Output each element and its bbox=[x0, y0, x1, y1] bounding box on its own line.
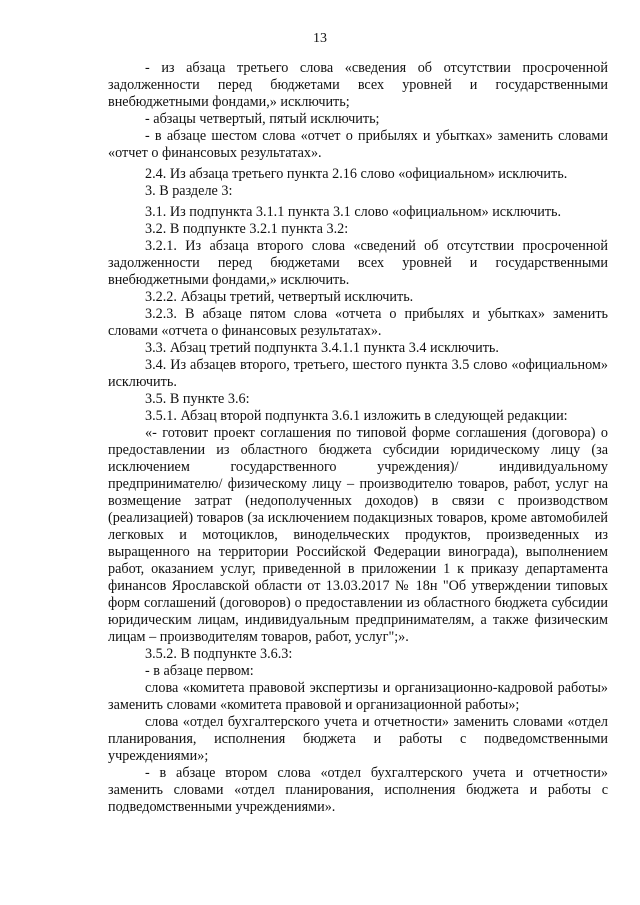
paragraph: слова «отдел бухгалтерского учета и отчетности» заменить словами «отдел планирования, исполнения бюджета и работы с подведомственными учреждениями»; bbox=[108, 714, 608, 764]
paragraph: - из абзаца третьего слова «сведения об отсутствии просроченной задолженности перед бюджетами всех уровней и государственными внебюджетными фондами,» исключить; bbox=[108, 60, 608, 110]
paragraph: 3.3. Абзац третий подпункта 3.4.1.1 пункта 3.4 исключить. bbox=[145, 340, 499, 356]
paragraph: 2.4. Из абзаца третьего пункта 2.16 слово «официальном» исключить. bbox=[145, 166, 568, 182]
paragraph: 3.4. Из абзацев второго, третьего, шестого пункта 3.5 слово «официальном» исключить. bbox=[108, 357, 608, 390]
paragraph: - абзацы четвертый, пятый исключить; bbox=[145, 111, 380, 127]
paragraph: 3.5.1. Абзац второй подпункта 3.6.1 изложить в следующей редакции: bbox=[145, 408, 568, 424]
paragraph: - в абзаце втором слова «отдел бухгалтерского учета и отчетности» заменить словами «отдел планирования, исполнения бюджета и работы с подведомственными учреждениями». bbox=[108, 765, 608, 815]
paragraph: 3.5. В пункте 3.6: bbox=[145, 391, 250, 407]
paragraph: 3. В разделе 3: bbox=[145, 183, 233, 199]
document-body bbox=[108, 60, 608, 816]
paragraph: «- готовит проект соглашения по типовой форме соглашения (договора) о предоставлении из областного бюджета субсидии юридическому лицу (за исключением государственного учреждения)/ индивидуальному предпринимателю/ физическому лицу – производителю товаров, работ, услуг на возмещение затрат (недополученных доходов) в связи с производством (реализацией) товаров (за исключением подакцизных товаров, кроме автомобилей легковых и мотоциклов, винодельческих продуктов, произведенных из выращенного на территории Российской Федерации винограда), выполнением работ, оказанием услуг, приведенной в приложении 1 к приказу департамента финансов Ярославской области от 13.03.2017 № 18н "Об утверждении типовых форм соглашений (договоров) о предоставлении из областного бюджета субсидии юридическим лицам, индивидуальным предпринимателям, а также физическим лицам – производителям товаров, работ, услуг";». bbox=[108, 425, 608, 645]
paragraph: 3.2.3. В абзаце пятом слова «отчета о прибылях и убытках» заменить словами «отчета о финансовых результатах». bbox=[108, 306, 608, 339]
paragraph: слова «комитета правовой экспертизы и организационно-кадровой работы» заменить словами «комитета правовой и организационной работы»; bbox=[108, 680, 608, 713]
paragraph: 3.2. В подпункте 3.2.1 пункта 3.2: bbox=[145, 221, 349, 237]
paragraph: - в абзаце шестом слова «отчет о прибылях и убытках» заменить словами «отчет о финансовых результатах». bbox=[108, 128, 608, 161]
paragraph: 3.1. Из подпункта 3.1.1 пункта 3.1 слово «официальном» исключить. bbox=[145, 204, 562, 220]
paragraph: - в абзаце первом: bbox=[145, 663, 254, 679]
paragraph: 3.2.1. Из абзаца второго слова «сведений об отсутствии просроченной задолженности перед бюджетами всех уровней и государственными внебюджетными фондами,» исключить. bbox=[108, 238, 608, 288]
page-number: 13 bbox=[313, 31, 327, 46]
paragraph: 3.5.2. В подпункте 3.6.3: bbox=[145, 646, 293, 662]
paragraph: 3.2.2. Абзацы третий, четвертый исключить. bbox=[145, 289, 414, 305]
